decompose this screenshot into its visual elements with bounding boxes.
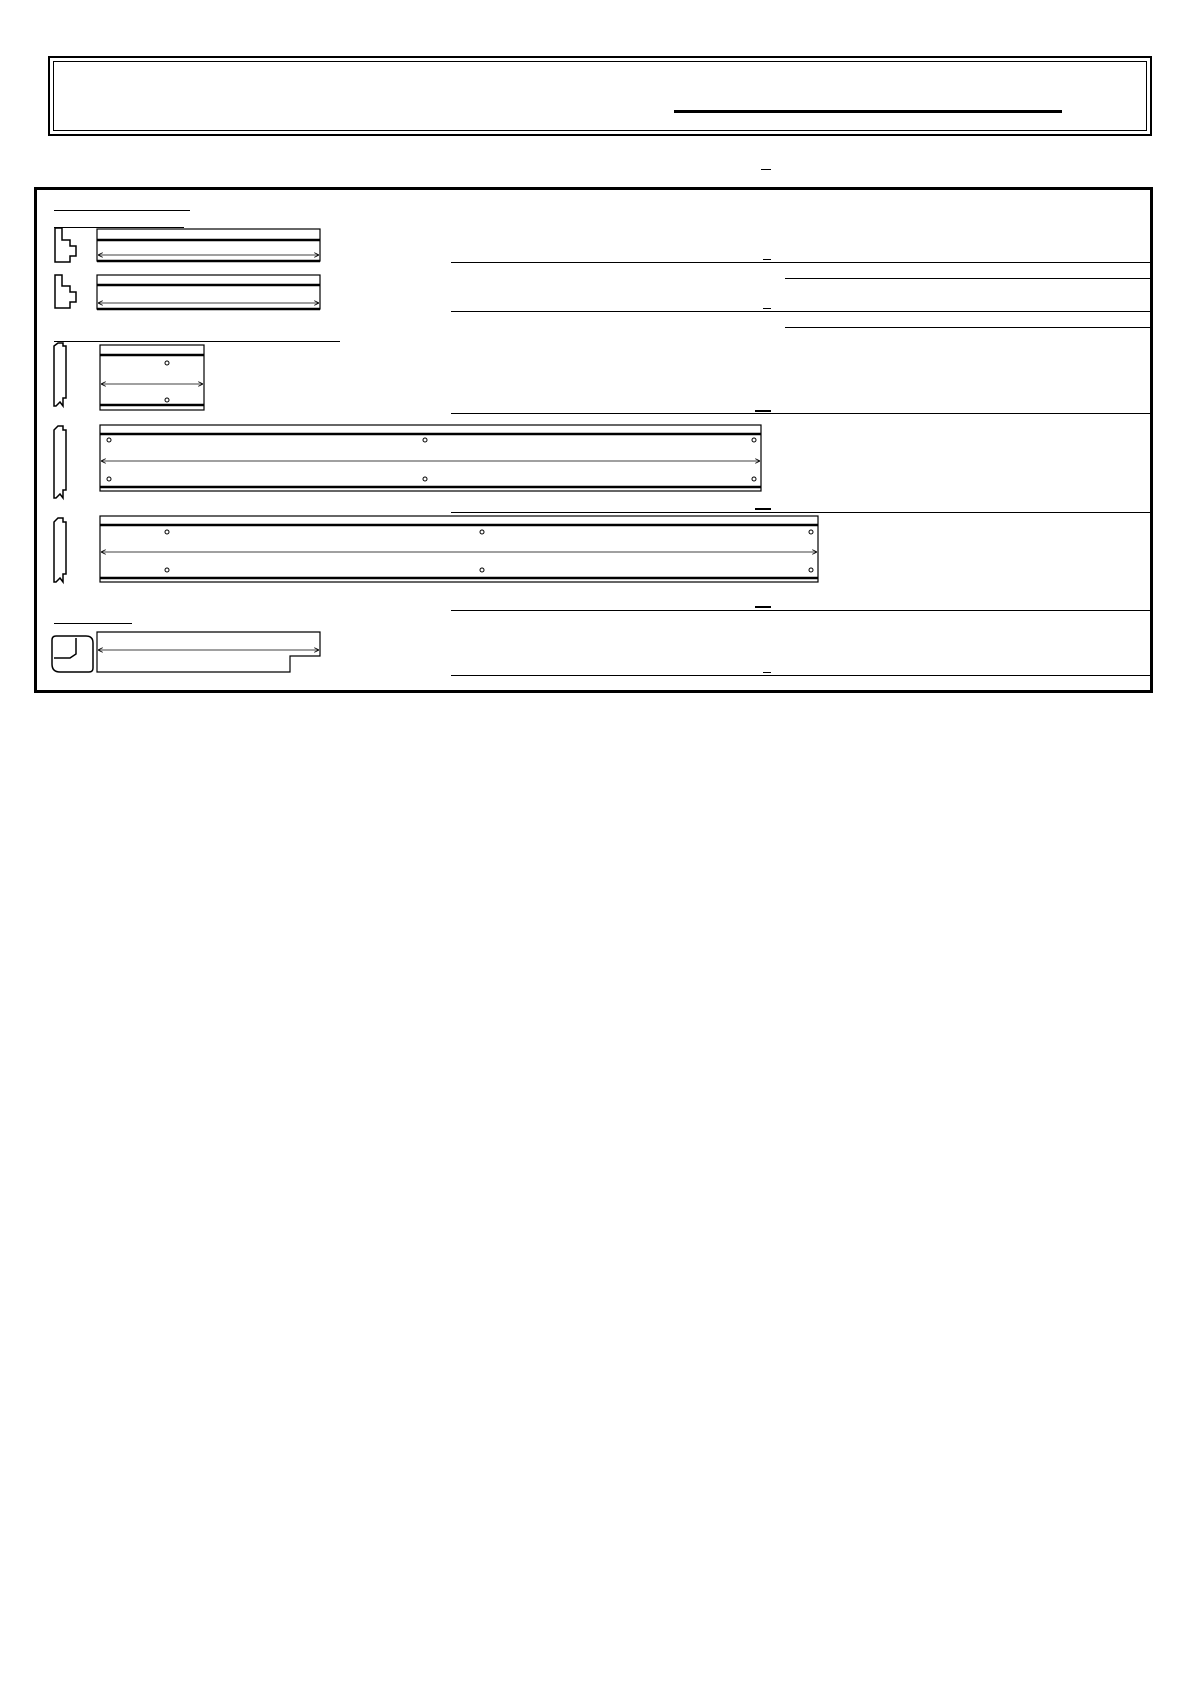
part-a-profile-icon [55, 228, 76, 262]
part-b-profile-icon [55, 275, 76, 308]
part-c-panel [100, 345, 204, 410]
part-f-profile-icon [52, 636, 93, 672]
part-e-profile-icon [54, 518, 66, 582]
part-d-panel [100, 425, 761, 491]
part-b-panel [97, 275, 320, 309]
part-e-panel [100, 516, 818, 582]
part-d-profile-icon [54, 426, 66, 498]
part-c-profile-icon [54, 343, 66, 406]
part-f-panel [97, 632, 320, 672]
part-a-panel [97, 229, 320, 261]
